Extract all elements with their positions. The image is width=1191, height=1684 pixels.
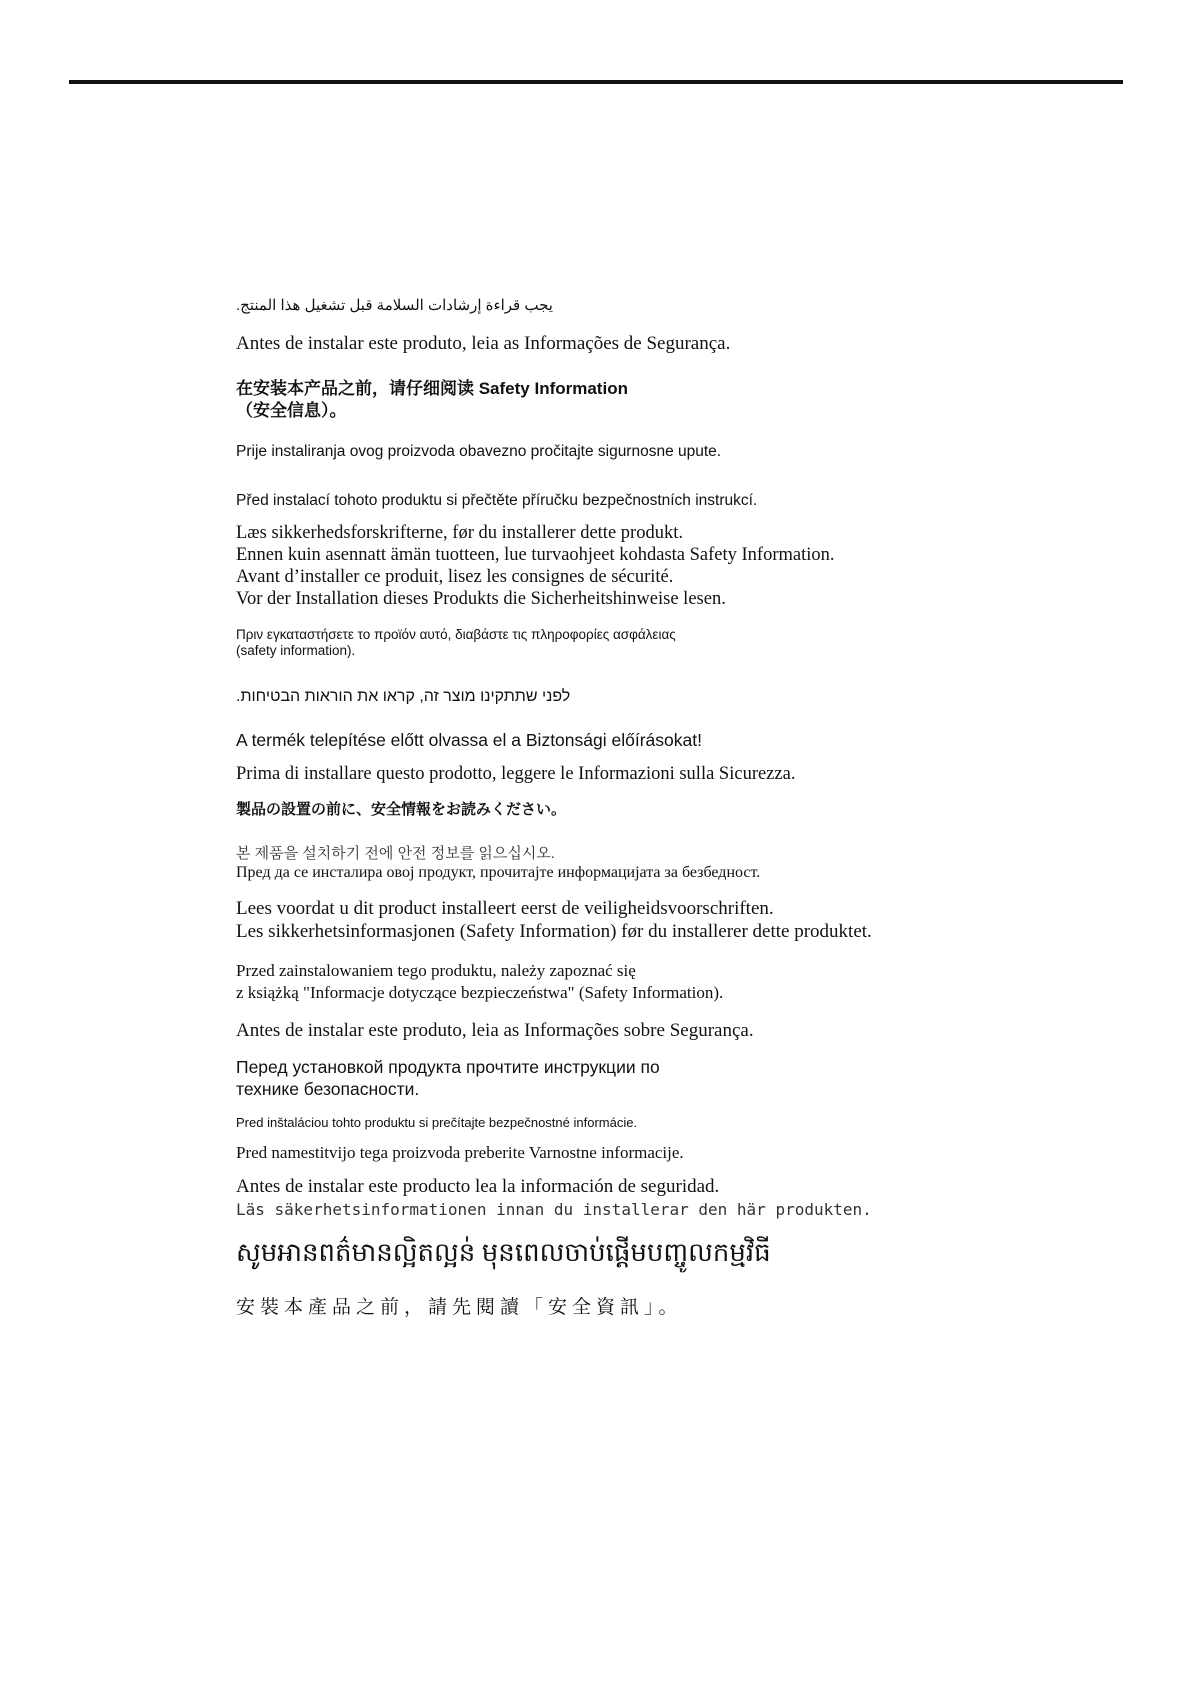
- safety-notice-dutch: Lees voordat u dit product installeert eerst de veiligheidsvoorschriften.: [236, 898, 774, 919]
- safety-notice-french: Avant d’installer ce produit, lisez les consignes de sécurité.: [236, 567, 674, 587]
- safety-notice-portuguese-br: Antes de instalar este produto, leia as Informações de Segurança.: [236, 333, 731, 354]
- safety-notice-greek-line2: (safety information).: [236, 643, 356, 658]
- safety-notice-croatian: Prije instaliranja ovog proizvoda obavezno pročitajte sigurnosne upute.: [236, 443, 722, 460]
- safety-notice-chinese-simplified-line1: 在安装本产品之前，请仔细阅读 Safety Information: [236, 379, 628, 398]
- safety-notice-chinese-traditional: 安裝本產品之前，請先閱讀「安全資訊」。: [236, 1297, 683, 1318]
- safety-notice-korean: 본 제품을 설치하기 전에 안전 정보를 읽으십시오.: [236, 845, 555, 862]
- safety-notice-hebrew: לפני שתתקינו מוצר זה, קראו את הוראות הבטיחות.: [236, 688, 571, 705]
- safety-notice-german: Vor der Installation dieses Produkts die Sicherheitshinweise lesen.: [236, 589, 726, 609]
- safety-notice-greek-line1: Πριν εγκαταστήσετε το προϊόν αυτό, διαβάστε τις πληροφορίες ασφάλειας: [236, 627, 676, 642]
- safety-notice-finnish: Ennen kuin asennatt ämän tuotteen, lue turvaohjeet kohdasta Safety Information.: [236, 545, 835, 565]
- safety-notice-hungarian: A termék telepítése előtt olvassa el a Biztonsági előírásokat!: [236, 730, 702, 750]
- safety-notice-czech: Před instalací tohoto produktu si přečtěte příručku bezpečnostních instrukcí.: [236, 492, 758, 509]
- safety-notice-italian: Prima di installare questo prodotto, leggere le Informazioni sulla Sicurezza.: [236, 764, 796, 784]
- safety-notice-norwegian: Les sikkerhetsinformasjonen (Safety Information) før du installerer dette produktet.: [236, 921, 872, 942]
- safety-notice-swedish: Läs säkerhetsinformationen innan du installerar den här produkten.: [236, 1200, 872, 1219]
- safety-notice-khmer: សូមអានពត៌មានល្អិតល្អន់ មុនពេលចាប់ផ្តើមបញ្ចូលកម្មវិធី: [236, 1238, 771, 1267]
- safety-notice-slovenian: Pred namestitvijo tega proizvoda preberite Varnostne informacije.: [236, 1143, 684, 1162]
- top-rule: [69, 80, 1123, 84]
- safety-notice-arabic: يجب قراءة إرشادات السلامة قبل تشغيل هذا المنتج.: [236, 297, 553, 314]
- safety-notice-russian-line2: технике безопасности.: [236, 1079, 420, 1099]
- safety-notice-portuguese-pt: Antes de instalar este produto, leia as Informações sobre Segurança.: [236, 1020, 754, 1041]
- safety-notice-polish-line1: Przed zainstalowaniem tego produktu, należy zapoznać się: [236, 961, 636, 980]
- safety-notice-spanish: Antes de instalar este producto lea la información de seguridad.: [236, 1176, 720, 1197]
- safety-notice-slovak: Pred inštaláciou tohto produktu si prečítajte bezpečnostné informácie.: [236, 1115, 638, 1130]
- safety-notice-macedonian: Пред да се инсталира овој продукт, прочитајте информацијата за безбедност.: [236, 864, 761, 881]
- safety-notice-danish: Læs sikkerhedsforskrifterne, før du installerer dette produkt.: [236, 523, 683, 543]
- safety-notice-russian-line1: Перед установкой продукта прочтите инструкции по: [236, 1057, 660, 1077]
- safety-notice-chinese-simplified-line2: （安全信息）。: [236, 401, 347, 420]
- safety-notice-japanese: 製品の設置の前に、安全情報をお読みください。: [236, 801, 567, 818]
- safety-notice-polish-line2: z książką "Informacje dotyczące bezpieczeństwa" (Safety Information).: [236, 983, 724, 1002]
